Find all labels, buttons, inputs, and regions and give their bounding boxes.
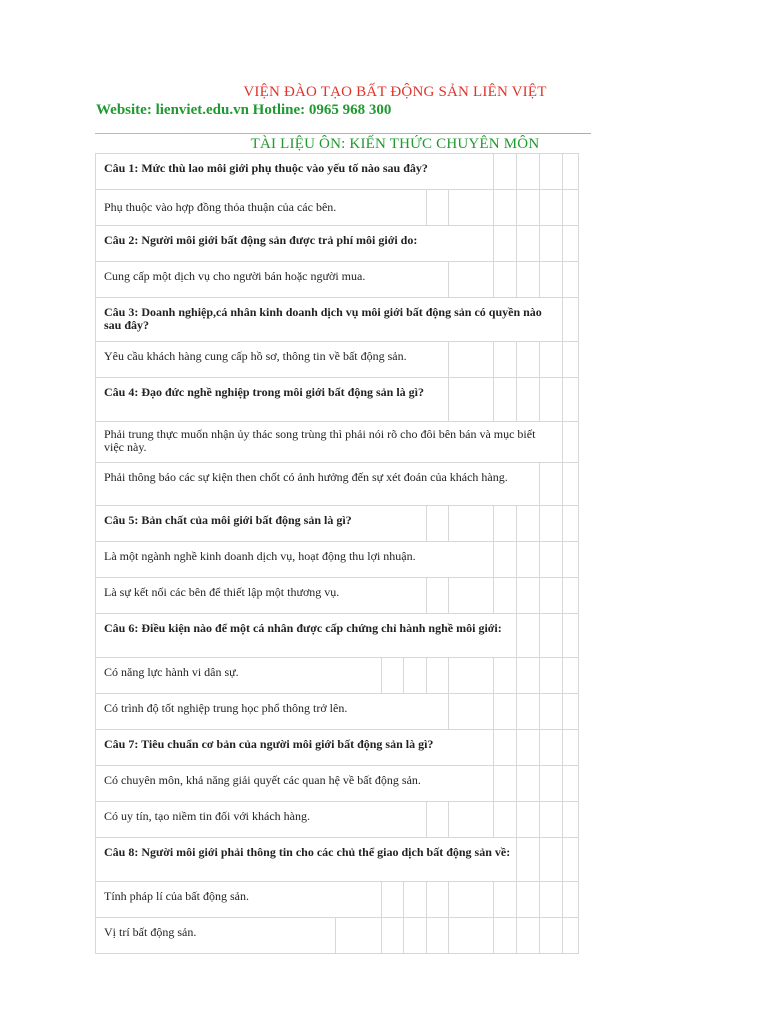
empty-cell — [493, 802, 494, 837]
empty-cell — [516, 190, 517, 225]
empty-cell — [539, 378, 540, 421]
empty-cell — [448, 882, 449, 917]
question-row-6 — [95, 613, 579, 658]
question-row-1 — [95, 153, 579, 190]
empty-cell — [493, 226, 494, 261]
empty-cell — [516, 730, 517, 765]
empty-cell — [562, 614, 563, 657]
empty-cell — [448, 342, 449, 377]
answer-text: Cung cấp một dịch vụ cho người bán hoặc người mua. — [104, 269, 366, 283]
empty-cell — [516, 378, 517, 421]
empty-cell — [448, 694, 449, 729]
answer-text: Có chuyên môn, khả năng giải quyết các quan hệ về bất động sản. — [104, 773, 421, 787]
empty-cell — [381, 918, 382, 953]
empty-cell — [493, 658, 494, 693]
answer-text: Là sự kết nối các bên để thiết lập một thương vụ. — [104, 585, 340, 599]
answer-text: Phải thông báo các sự kiện then chốt có ảnh hưởng đến sự xét đoán của khách hàng. — [104, 470, 508, 484]
empty-cell — [539, 262, 540, 297]
answer-text: Vị trí bất động sản. — [104, 925, 197, 939]
answer-row — [95, 801, 579, 838]
empty-cell — [381, 882, 382, 917]
answer-row — [95, 421, 579, 463]
answer-text: Phải trung thực muốn nhận ủy thác song trùng thì phải nói rõ cho đôi bên bán và mục biết việc này. — [104, 427, 536, 454]
empty-cell — [562, 422, 563, 462]
answer-row — [95, 341, 579, 378]
empty-cell — [426, 506, 427, 541]
question-row-8 — [95, 837, 579, 882]
empty-cell — [562, 226, 563, 261]
answer-row — [95, 657, 579, 694]
empty-cell — [539, 918, 540, 953]
empty-cell — [493, 378, 494, 421]
answer-row — [95, 189, 579, 226]
empty-cell — [539, 154, 540, 189]
empty-cell — [448, 658, 449, 693]
empty-cell — [562, 342, 563, 377]
website-hotline: Website: lienviet.edu.vn Hotline: 0965 968 300 — [96, 102, 392, 118]
empty-cell — [516, 838, 517, 881]
empty-cell — [562, 658, 563, 693]
empty-cell — [516, 918, 517, 953]
empty-cell — [493, 190, 494, 225]
empty-cell — [539, 506, 540, 541]
answer-row — [95, 881, 579, 918]
answer-text: Phụ thuộc vào hợp đồng thỏa thuận của các bên. — [104, 200, 337, 214]
empty-cell — [493, 918, 494, 953]
empty-cell — [448, 918, 449, 953]
empty-cell — [426, 578, 427, 613]
empty-cell — [403, 918, 404, 953]
question-text: Câu 4: Đạo đức nghề nghiệp trong môi giới bất động sản là gì? — [104, 385, 425, 399]
empty-cell — [562, 730, 563, 765]
empty-cell — [539, 190, 540, 225]
empty-cell — [516, 226, 517, 261]
empty-cell — [539, 766, 540, 801]
answer-text: Có uy tín, tạo niềm tin đối với khách hàng. — [104, 809, 310, 823]
answer-row — [95, 261, 579, 298]
answer-text: Yêu cầu khách hàng cung cấp hồ sơ, thông tin về bất động sản. — [104, 349, 407, 363]
empty-cell — [562, 578, 563, 613]
empty-cell — [539, 882, 540, 917]
empty-cell — [562, 802, 563, 837]
empty-cell — [539, 463, 540, 505]
empty-cell — [562, 694, 563, 729]
empty-cell — [562, 190, 563, 225]
empty-cell — [562, 838, 563, 881]
empty-cell — [448, 802, 449, 837]
empty-cell — [562, 882, 563, 917]
empty-cell — [539, 730, 540, 765]
empty-cell — [516, 802, 517, 837]
empty-cell — [403, 882, 404, 917]
question-text: Câu 1: Mức thù lao môi giới phụ thuộc vào yếu tố nào sau đây? — [104, 161, 428, 175]
answer-text: Có trình độ tốt nghiệp trung học phổ thông trở lên. — [104, 701, 348, 715]
empty-cell — [448, 506, 449, 541]
empty-cell — [493, 882, 494, 917]
empty-cell — [426, 190, 427, 225]
question-text: Câu 8: Người môi giới phải thông tin cho các chủ thể giao dịch bất động sản về: — [104, 845, 511, 859]
empty-cell — [381, 658, 382, 693]
empty-cell — [516, 694, 517, 729]
answer-text: Là một ngành nghề kinh doanh dịch vụ, hoạt động thu lợi nhuận. — [104, 549, 416, 563]
empty-cell — [516, 578, 517, 613]
empty-cell — [539, 226, 540, 261]
empty-cell — [516, 506, 517, 541]
empty-cell — [493, 578, 494, 613]
empty-cell — [493, 154, 494, 189]
empty-cell — [335, 918, 336, 953]
empty-cell — [448, 378, 449, 421]
empty-cell — [493, 694, 494, 729]
empty-cell — [516, 658, 517, 693]
empty-cell — [493, 506, 494, 541]
empty-cell — [562, 154, 563, 189]
empty-cell — [448, 578, 449, 613]
empty-cell — [516, 882, 517, 917]
empty-cell — [493, 342, 494, 377]
answer-row — [95, 541, 579, 578]
empty-cell — [493, 766, 494, 801]
header-divider — [95, 133, 591, 134]
empty-cell — [516, 542, 517, 577]
answer-row — [95, 693, 579, 730]
question-text: Câu 2: Người môi giới bất động sản được trả phí môi giới do: — [104, 233, 418, 247]
empty-cell — [539, 542, 540, 577]
empty-cell — [539, 694, 540, 729]
question-row-4 — [95, 377, 579, 422]
question-text: Câu 6: Điều kiện nào để một cá nhân được cấp chứng chỉ hành nghề môi giới: — [104, 621, 502, 635]
empty-cell — [539, 802, 540, 837]
empty-cell — [426, 802, 427, 837]
question-row-2 — [95, 225, 579, 262]
empty-cell — [562, 766, 563, 801]
document-subtitle: TÀI LIỆU ÔN: KIẾN THỨC CHUYÊN MÔN — [250, 136, 540, 152]
empty-cell — [516, 154, 517, 189]
question-text: Câu 5: Bản chất của môi giới bất động sản là gì? — [104, 513, 352, 527]
empty-cell — [539, 838, 540, 881]
question-text: Câu 3: Doanh nghiệp,cá nhân kinh doanh dịch vụ môi giới bất động sản có quyền nào sau đây? — [104, 305, 542, 332]
empty-cell — [562, 262, 563, 297]
answer-text: Có năng lực hành vi dân sự. — [104, 665, 239, 679]
answer-row — [95, 917, 579, 954]
empty-cell — [539, 614, 540, 657]
empty-cell — [516, 342, 517, 377]
empty-cell — [493, 542, 494, 577]
empty-cell — [493, 730, 494, 765]
empty-cell — [539, 578, 540, 613]
empty-cell — [426, 658, 427, 693]
empty-cell — [562, 298, 563, 341]
empty-cell — [516, 766, 517, 801]
answer-row — [95, 462, 579, 506]
question-row-3 — [95, 297, 579, 342]
answer-text: Tính pháp lí của bất động sản. — [104, 889, 249, 903]
empty-cell — [562, 506, 563, 541]
empty-cell — [562, 918, 563, 953]
empty-cell — [426, 918, 427, 953]
empty-cell — [426, 882, 427, 917]
question-row-5 — [95, 505, 579, 542]
question-text: Câu 7: Tiêu chuẩn cơ bản của người môi giới bất động sản là gì? — [104, 737, 434, 751]
empty-cell — [562, 463, 563, 505]
answer-row — [95, 577, 579, 614]
empty-cell — [403, 658, 404, 693]
question-row-7 — [95, 729, 579, 766]
empty-cell — [539, 342, 540, 377]
empty-cell — [562, 378, 563, 421]
institute-title: VIỆN ĐÀO TẠO BẤT ĐỘNG SẢN LIÊN VIỆT — [243, 84, 547, 100]
empty-cell — [448, 190, 449, 225]
empty-cell — [539, 658, 540, 693]
empty-cell — [493, 262, 494, 297]
empty-cell — [516, 614, 517, 657]
answer-row — [95, 765, 579, 802]
empty-cell — [448, 262, 449, 297]
empty-cell — [562, 542, 563, 577]
empty-cell — [516, 262, 517, 297]
